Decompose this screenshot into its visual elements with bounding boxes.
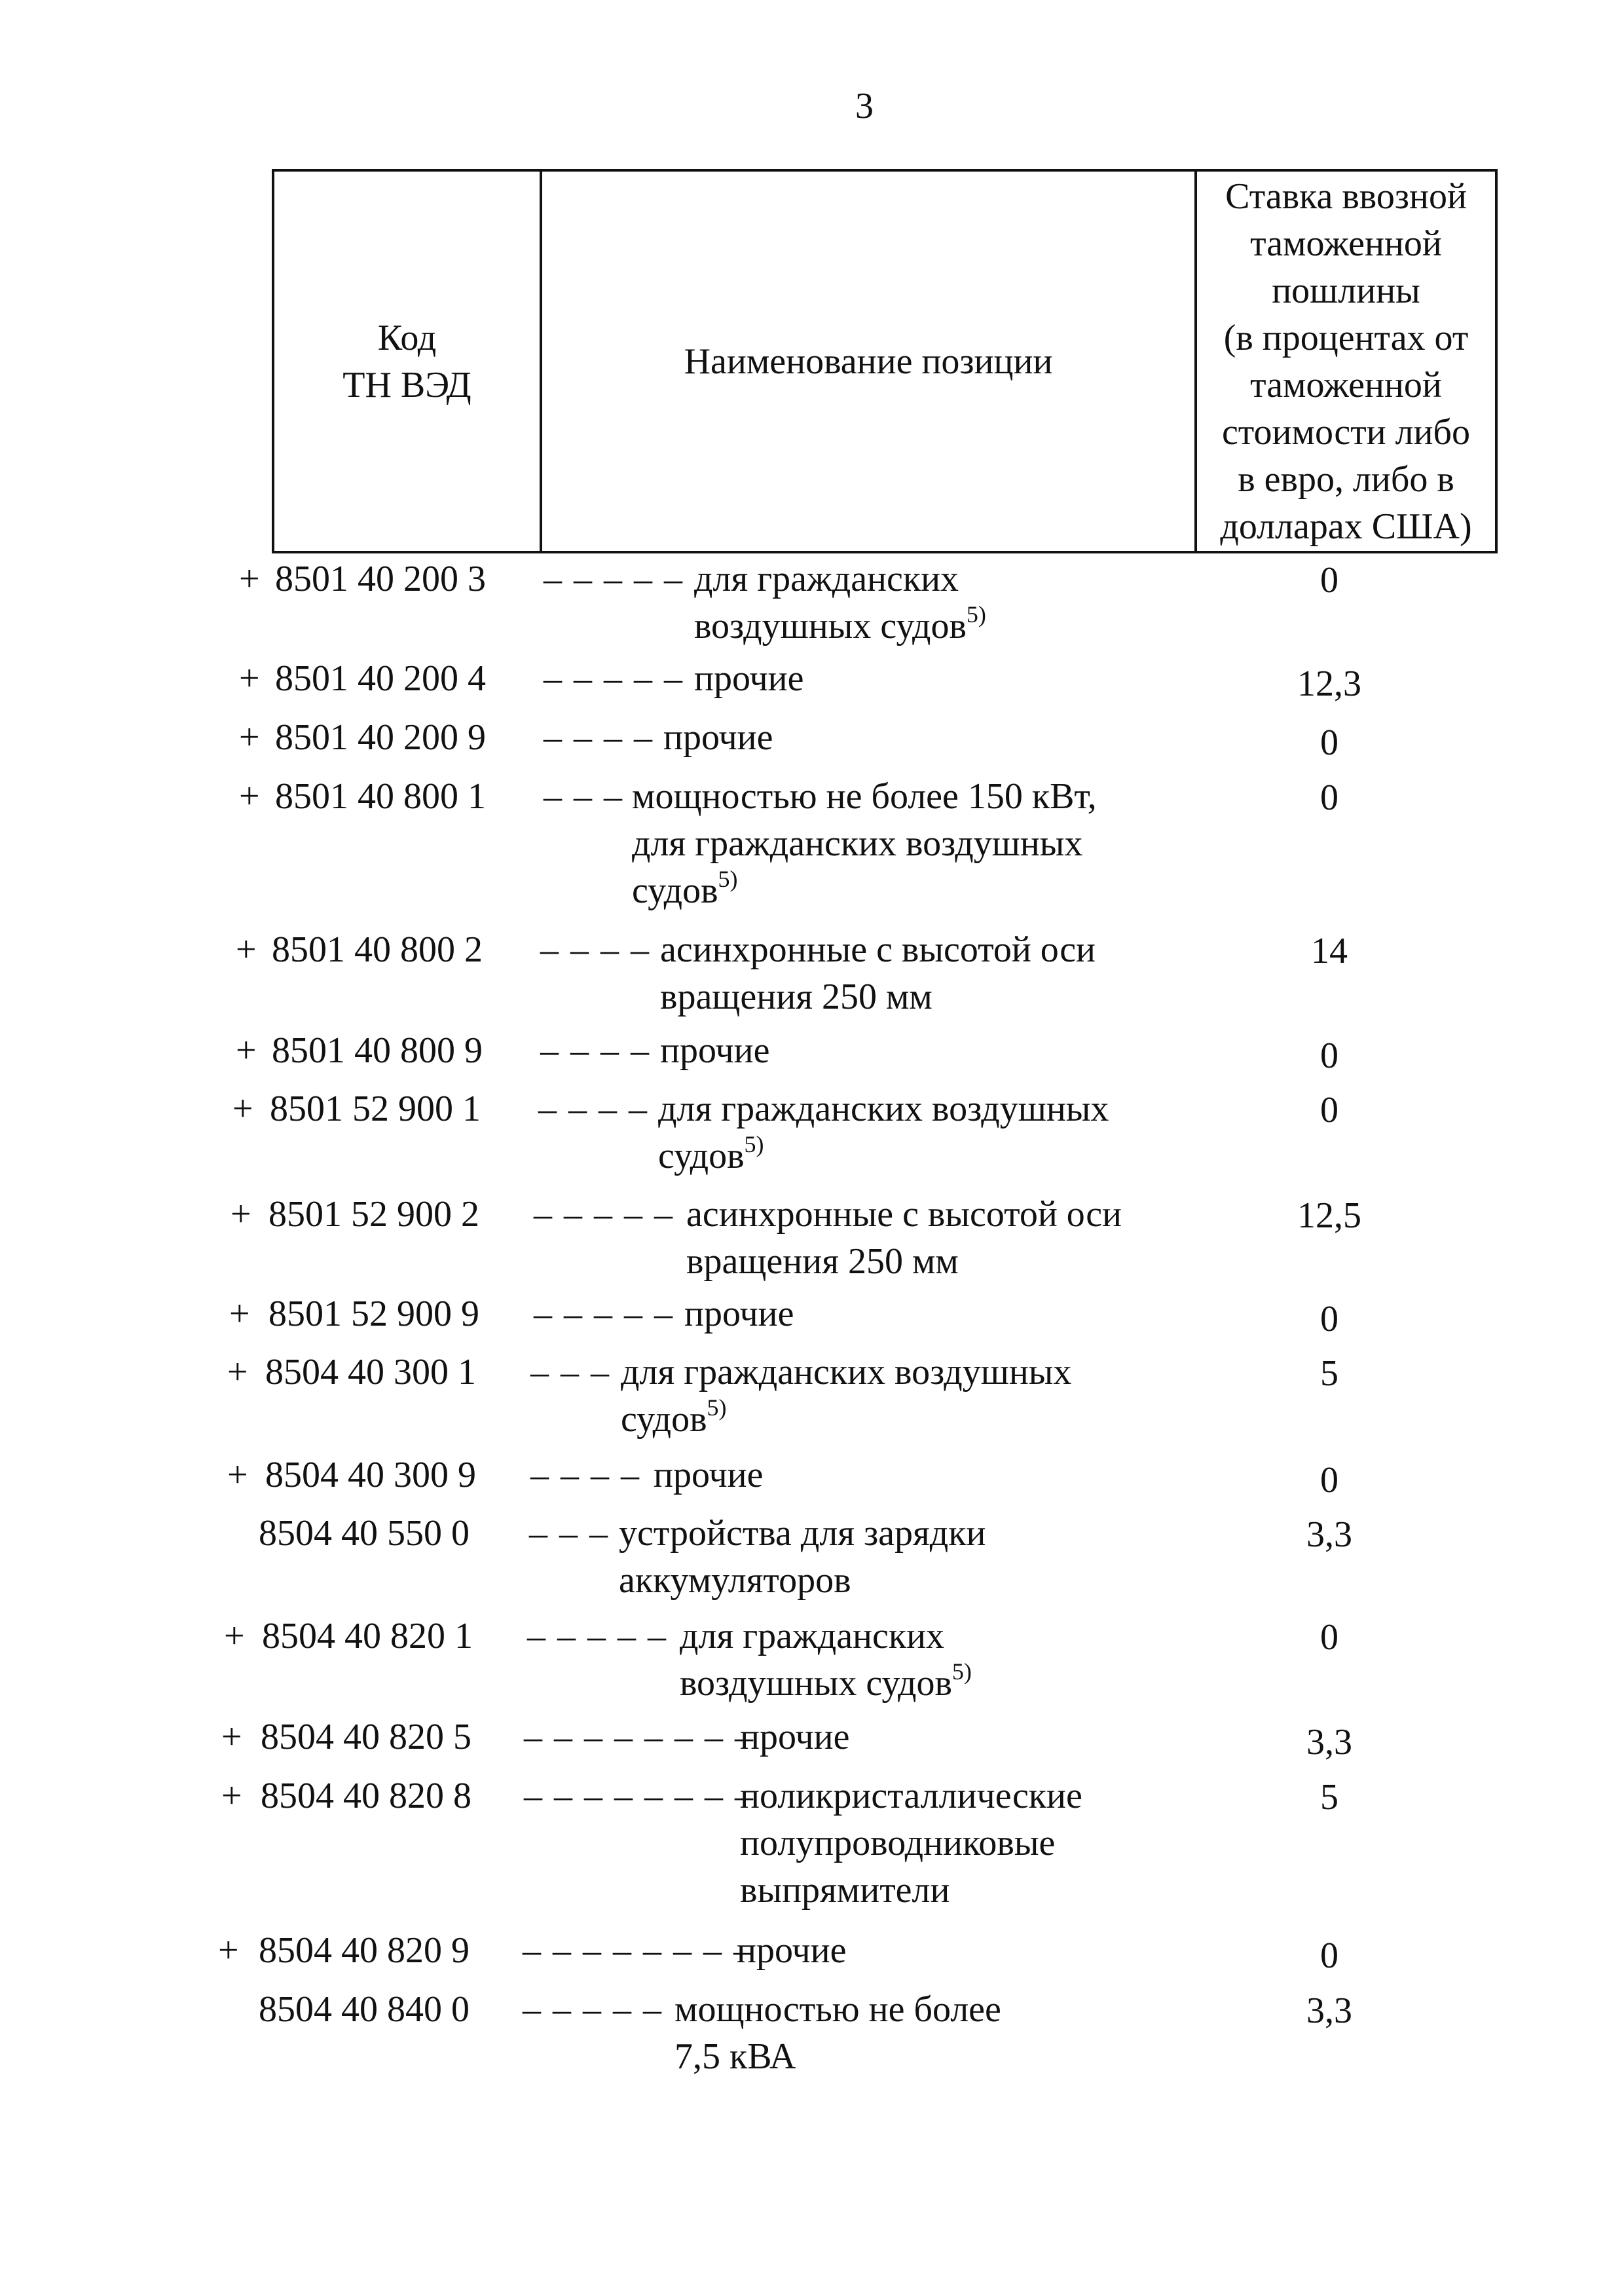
tnved-code: 8504 40 550 0 — [259, 1513, 470, 1554]
duty-rate: 3,3 — [1306, 1722, 1352, 1763]
item-description: мощностью не более 150 кВт, — [632, 776, 1097, 817]
duty-rate: 0 — [1320, 1935, 1338, 1976]
duty-rate: 3,3 — [1306, 1990, 1352, 2031]
hierarchy-dashes: – – – – – – – – — [523, 1930, 753, 1971]
page-number: 3 — [855, 86, 874, 126]
plus-marker: + — [218, 1930, 239, 1971]
item-description: поликристаллические — [740, 1776, 1082, 1816]
item-description: полупроводниковые — [740, 1823, 1056, 1863]
hierarchy-dashes: – – – – – — [534, 1194, 674, 1235]
item-description: прочие — [654, 1455, 764, 1495]
duty-rate: 0 — [1320, 1090, 1338, 1130]
hierarchy-dashes: – – – – – — [544, 559, 684, 599]
hierarchy-dashes: – – – – – — [527, 1616, 667, 1656]
hierarchy-dashes: – – – – – — [534, 1294, 674, 1334]
duty-rate: 0 — [1320, 722, 1338, 763]
tnved-code: 8501 40 800 2 — [272, 929, 483, 970]
plus-marker: + — [227, 1352, 248, 1392]
item-description: устройства для зарядки — [619, 1513, 986, 1554]
item-description: 7,5 кВА — [674, 2036, 796, 2077]
item-description: прочие — [684, 1294, 794, 1334]
hierarchy-dashes: – – – – — [538, 1089, 648, 1129]
footnote-marker: 5) — [707, 1394, 727, 1421]
tnved-code: 8504 40 820 1 — [262, 1616, 473, 1656]
header-code-line: ТН ВЭД — [342, 364, 471, 405]
item-description: для гражданских воздушных — [658, 1089, 1109, 1129]
item-description: асинхронные с высотой оси — [686, 1194, 1122, 1235]
item-description: асинхронные с высотой оси — [660, 929, 1096, 970]
duty-rate: 14 — [1311, 931, 1348, 971]
tnved-code: 8501 52 900 1 — [270, 1089, 481, 1129]
hierarchy-dashes: – – – – — [540, 1030, 650, 1071]
item-description: прочие — [660, 1030, 770, 1071]
item-description: прочие — [740, 1717, 850, 1757]
tnved-code: 8501 40 200 9 — [275, 717, 486, 758]
item-description: воздушных судов$^{5)}$ — [680, 1658, 972, 1704]
duty-rate: 0 — [1320, 1617, 1338, 1658]
hierarchy-dashes: – – – — [529, 1513, 609, 1554]
duty-rate: 0 — [1320, 777, 1338, 818]
header-rate-line: в евро, либо в — [1238, 458, 1454, 500]
duty-rate: 5 — [1320, 1353, 1338, 1394]
hierarchy-dashes: – – – – — [530, 1455, 640, 1495]
plus-marker: + — [221, 1776, 242, 1816]
hierarchy-dashes: – – – — [544, 776, 623, 817]
footnote-marker: 5) — [951, 1658, 972, 1685]
tnved-code: 8501 40 200 3 — [275, 559, 486, 599]
footnote-marker: 5) — [718, 866, 738, 892]
hierarchy-dashes: – – – – – – – – — [524, 1776, 754, 1816]
item-description: судов$^{5)}$ — [632, 866, 738, 911]
header-rate-line: пошлины — [1272, 270, 1420, 311]
plus-marker: + — [239, 776, 260, 817]
duty-rate: 0 — [1320, 560, 1338, 601]
hierarchy-dashes: – – – – – — [523, 1989, 663, 2030]
header-name: Наименование позиции — [541, 170, 1196, 552]
tnved-code: 8501 40 200 4 — [275, 658, 486, 699]
header-rate-line: стоимости либо — [1221, 411, 1471, 453]
plus-marker: + — [227, 1455, 248, 1495]
tnved-code: 8501 52 900 2 — [268, 1194, 479, 1235]
plus-marker: + — [232, 1089, 253, 1129]
hierarchy-dashes: – – – – – — [544, 658, 684, 699]
item-description: воздушных судов$^{5)}$ — [694, 601, 986, 646]
duty-rate: 12,3 — [1297, 663, 1361, 704]
tnved-code: 8504 40 820 8 — [261, 1776, 471, 1816]
tnved-code: 8504 40 300 1 — [265, 1352, 476, 1392]
item-description: для гражданских — [694, 559, 959, 599]
item-description: аккумуляторов — [619, 1560, 851, 1601]
footnote-marker: 5) — [744, 1131, 764, 1157]
item-description: мощностью не более — [674, 1989, 1001, 2030]
plus-marker: + — [229, 1294, 250, 1334]
tnved-code: 8504 40 840 0 — [259, 1989, 470, 2030]
hierarchy-dashes: – – – – – – – – — [524, 1717, 754, 1757]
duty-rate: 0 — [1320, 1036, 1338, 1076]
item-description: для гражданских воздушных — [621, 1352, 1072, 1392]
tnved-code: 8504 40 820 9 — [259, 1930, 470, 1971]
plus-marker: + — [239, 559, 260, 599]
hierarchy-dashes: – – – — [530, 1352, 610, 1392]
plus-marker: + — [239, 658, 260, 699]
header-rate-line: таможенной — [1250, 364, 1442, 405]
plus-marker: + — [221, 1717, 242, 1757]
item-description: для гражданских воздушных — [632, 823, 1083, 864]
duty-rate: 0 — [1320, 1299, 1338, 1339]
footnote-marker: 5) — [966, 601, 986, 627]
item-description: вращения 250 мм — [660, 977, 932, 1017]
tnved-code: 8501 52 900 9 — [268, 1294, 479, 1334]
duty-rate: 0 — [1320, 1460, 1338, 1501]
item-description: прочие — [663, 717, 773, 758]
tariff-table-header — [272, 169, 1498, 553]
tnved-code: 8501 40 800 9 — [272, 1030, 483, 1071]
duty-rate: 3,3 — [1306, 1514, 1352, 1555]
item-description: выпрямители — [740, 1870, 950, 1911]
header-rate-line: долларах США) — [1220, 506, 1472, 547]
plus-marker: + — [224, 1616, 245, 1656]
header-rate-line: (в процентах от — [1223, 317, 1469, 358]
header-rate — [1196, 170, 1496, 552]
header-code — [273, 170, 541, 552]
plus-marker: + — [236, 929, 257, 970]
plus-marker: + — [231, 1194, 251, 1235]
tnved-code: 8501 40 800 1 — [275, 776, 486, 817]
tnved-code: 8504 40 820 5 — [261, 1717, 471, 1757]
item-description: прочие — [694, 658, 804, 699]
tnved-code: 8504 40 300 9 — [265, 1455, 476, 1495]
item-description: судов$^{5)}$ — [621, 1394, 727, 1440]
duty-rate: 12,5 — [1297, 1195, 1361, 1236]
header-rate-line: Ставка ввозной — [1225, 176, 1467, 217]
item-description: для гражданских — [680, 1616, 945, 1656]
header-rate-line: таможенной — [1250, 223, 1442, 264]
header-code-line: Код — [377, 317, 437, 358]
duty-rate: 5 — [1320, 1777, 1338, 1818]
hierarchy-dashes: – – – – — [540, 929, 650, 970]
hierarchy-dashes: – – – – — [544, 717, 654, 758]
plus-marker: + — [236, 1030, 257, 1071]
item-description: судов$^{5)}$ — [658, 1131, 764, 1176]
plus-marker: + — [239, 717, 260, 758]
item-description: вращения 250 мм — [686, 1241, 959, 1282]
item-description: прочие — [737, 1930, 847, 1971]
